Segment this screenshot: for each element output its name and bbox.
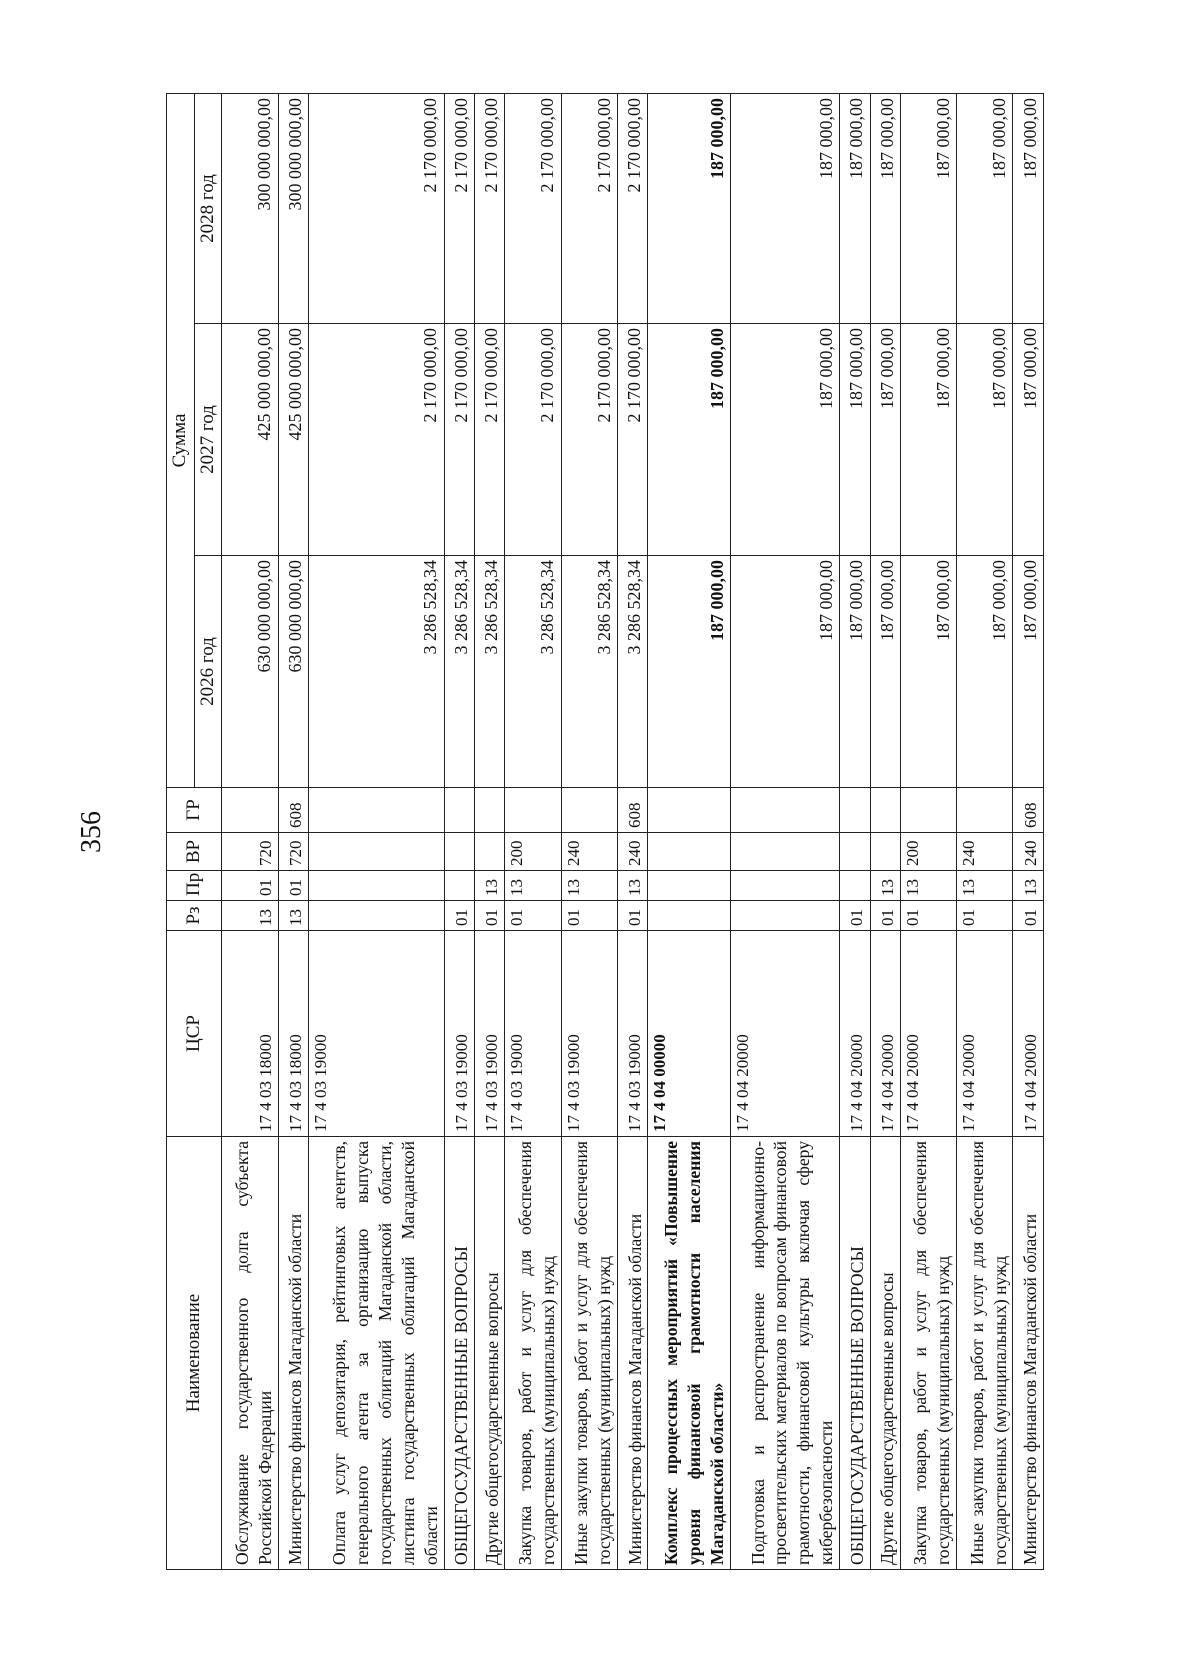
row-rz: [731, 901, 840, 931]
row-pr: 13: [617, 871, 647, 901]
row-gr: 608: [278, 788, 308, 833]
row-vr: [444, 833, 474, 871]
row-gr: [474, 788, 504, 833]
row-gr: [648, 788, 731, 833]
row-sum-2027: 425 000 000,00: [222, 324, 278, 556]
row-csr: 17 4 04 20000: [1013, 931, 1044, 1137]
row-rz: 01: [505, 901, 561, 931]
row-rz: 13: [222, 901, 278, 931]
row-csr: 17 4 04 20000: [870, 931, 900, 1137]
table-row: [222, 94, 278, 1570]
table-row: [278, 94, 308, 1570]
row-vr: 720: [222, 833, 278, 871]
table-row: [309, 94, 444, 1570]
row-csr: 17 4 04 00000: [648, 931, 731, 1137]
row-gr: 608: [617, 788, 647, 833]
row-name: Иные закупки товаров, работ и услуг для обеспечения государственных (муниципальных) нужд: [957, 1137, 1013, 1570]
row-sum-2028: 187 000,00: [870, 94, 900, 324]
row-rz: 01: [474, 901, 504, 931]
row-gr: [561, 788, 617, 833]
row-sum-2026: 187 000,00: [870, 556, 900, 788]
row-vr: [731, 833, 840, 871]
table-row: [444, 94, 474, 1570]
row-sum-2026: 187 000,00: [957, 556, 1013, 788]
row-csr: 17 4 03 19000: [505, 931, 561, 1137]
row-sum-2027: 187 000,00: [870, 324, 900, 556]
row-rz: 01: [957, 901, 1013, 931]
col-header-2027: 2027 год: [194, 324, 222, 556]
row-sum-2026: 187 000,00: [1013, 556, 1044, 788]
header-row-1: [167, 94, 195, 1570]
row-csr: 17 4 03 18000: [278, 931, 308, 1137]
table-row: [617, 94, 647, 1570]
row-sum-2027: 2 170 000,00: [561, 324, 617, 556]
row-rz: [309, 901, 444, 931]
table-row: [474, 94, 504, 1570]
row-pr: [444, 871, 474, 901]
row-pr: 13: [505, 871, 561, 901]
row-csr: 17 4 03 18000: [222, 931, 278, 1137]
row-csr: 17 4 03 19000: [309, 931, 444, 1137]
row-name: Министерство финансов Магаданской области: [617, 1137, 647, 1570]
row-gr: [309, 788, 444, 833]
row-vr: [309, 833, 444, 871]
row-sum-2027: 187 000,00: [957, 324, 1013, 556]
row-sum-2028: 2 170 000,00: [617, 94, 647, 324]
row-rz: 01: [444, 901, 474, 931]
page-number: 356: [76, 811, 107, 853]
row-sum-2026: 630 000 000,00: [222, 556, 278, 788]
row-sum-2027: 2 170 000,00: [444, 324, 474, 556]
row-name: Другие общегосударственные вопросы: [474, 1137, 504, 1570]
row-sum-2028: 2 170 000,00: [444, 94, 474, 324]
row-sum-2027: 187 000,00: [900, 324, 956, 556]
row-name: ОБЩЕГОСУДАРСТВЕННЫЕ ВОПРОСЫ: [840, 1137, 870, 1570]
col-header-name: Наименование: [167, 1137, 222, 1570]
row-rz: 13: [278, 901, 308, 931]
col-header-gr: ГР: [167, 788, 222, 833]
table-row: [870, 94, 900, 1570]
table-row: [561, 94, 617, 1570]
row-sum-2028: 187 000,00: [731, 94, 840, 324]
row-sum-2027: 187 000,00: [731, 324, 840, 556]
row-vr: 240: [1013, 833, 1044, 871]
row-sum-2026: 3 286 528,34: [561, 556, 617, 788]
col-header-2028: 2028 год: [194, 94, 222, 324]
row-vr: 240: [561, 833, 617, 871]
row-sum-2026: 187 000,00: [648, 556, 731, 788]
row-gr: [505, 788, 561, 833]
row-csr: 17 4 04 20000: [957, 931, 1013, 1137]
row-sum-2028: 2 170 000,00: [505, 94, 561, 324]
row-sum-2026: 3 286 528,34: [474, 556, 504, 788]
row-pr: [648, 871, 731, 901]
row-vr: [474, 833, 504, 871]
row-gr: 608: [1013, 788, 1044, 833]
row-gr: [840, 788, 870, 833]
row-sum-2026: 3 286 528,34: [505, 556, 561, 788]
row-pr: [309, 871, 444, 901]
row-vr: 240: [957, 833, 1013, 871]
row-pr: 01: [222, 871, 278, 901]
row-name: Комплекс процессных мероприятий «Повышение уровня финансовой грамотности населения Магаданской области»: [648, 1137, 731, 1570]
row-sum-2028: 187 000,00: [1013, 94, 1044, 324]
row-sum-2028: 2 170 000,00: [474, 94, 504, 324]
row-name: Министерство финансов Магаданской области: [1013, 1137, 1044, 1570]
row-vr: [870, 833, 900, 871]
row-gr: [957, 788, 1013, 833]
row-csr: 17 4 03 19000: [561, 931, 617, 1137]
row-sum-2027: 187 000,00: [648, 324, 731, 556]
row-vr: 240: [617, 833, 647, 871]
row-gr: [870, 788, 900, 833]
row-sum-2026: 187 000,00: [900, 556, 956, 788]
row-name: Министерство финансов Магаданской области: [278, 1137, 308, 1570]
col-header-rz: Рз: [167, 901, 222, 931]
row-sum-2027: 2 170 000,00: [309, 324, 444, 556]
row-csr: 17 4 03 19000: [444, 931, 474, 1137]
row-sum-2028: 2 170 000,00: [309, 94, 444, 324]
row-csr: 17 4 03 19000: [474, 931, 504, 1137]
col-header-pr: Пр: [167, 871, 222, 901]
row-name: Закупка товаров, работ и услуг для обеспечения государственных (муниципальных) нужд: [900, 1137, 956, 1570]
row-gr: [222, 788, 278, 833]
col-header-2026: 2026 год: [194, 556, 222, 788]
row-vr: 720: [278, 833, 308, 871]
row-rz: 01: [1013, 901, 1044, 931]
row-csr: 17 4 04 20000: [840, 931, 870, 1137]
table-row: [840, 94, 870, 1570]
row-sum-2026: 187 000,00: [731, 556, 840, 788]
row-gr: [900, 788, 956, 833]
table-row: [731, 94, 840, 1570]
table-row: [900, 94, 956, 1570]
row-sum-2026: 3 286 528,34: [309, 556, 444, 788]
row-vr: 200: [900, 833, 956, 871]
row-name: Оплата услуг депозитария, рейтинговых агентств, генерального агента за организацию выпуска государственных облигаций Магаданской области, листинга государственных облигаций Магаданской области: [309, 1137, 444, 1570]
row-sum-2028: 187 000,00: [648, 94, 731, 324]
row-sum-2027: 187 000,00: [1013, 324, 1044, 556]
row-pr: 13: [900, 871, 956, 901]
col-header-sum: Сумма: [167, 94, 195, 788]
row-name: ОБЩЕГОСУДАРСТВЕННЫЕ ВОПРОСЫ: [444, 1137, 474, 1570]
row-sum-2027: 2 170 000,00: [474, 324, 504, 556]
row-vr: [840, 833, 870, 871]
row-pr: [731, 871, 840, 901]
row-pr: 13: [561, 871, 617, 901]
row-pr: 13: [870, 871, 900, 901]
row-sum-2026: 3 286 528,34: [617, 556, 647, 788]
row-pr: 13: [1013, 871, 1044, 901]
row-pr: [840, 871, 870, 901]
col-header-csr: ЦСР: [167, 931, 222, 1137]
table-row: [957, 94, 1013, 1570]
row-name: Иные закупки товаров, работ и услуг для обеспечения государственных (муниципальных) нужд: [561, 1137, 617, 1570]
budget-table: [166, 93, 1044, 1570]
row-sum-2027: 2 170 000,00: [617, 324, 647, 556]
row-sum-2028: 300 000 000,00: [278, 94, 308, 324]
row-vr: [648, 833, 731, 871]
rotated-table-container: [166, 94, 1044, 1570]
row-gr: [444, 788, 474, 833]
row-rz: 01: [900, 901, 956, 931]
row-rz: 01: [840, 901, 870, 931]
row-sum-2026: 3 286 528,34: [444, 556, 474, 788]
row-name: Подготовка и распространение информационно-просветительских материалов по вопросам финансовой грамотности, финансовой культуры включая сферу кибербезопасности: [731, 1137, 840, 1570]
col-header-vr: ВР: [167, 833, 222, 871]
row-vr: 200: [505, 833, 561, 871]
row-csr: 17 4 03 19000: [617, 931, 647, 1137]
row-rz: 01: [870, 901, 900, 931]
row-pr: 01: [278, 871, 308, 901]
table-row: [1013, 94, 1044, 1570]
row-name: Другие общегосударственные вопросы: [870, 1137, 900, 1570]
row-name: Закупка товаров, работ и услуг для обеспечения государственных (муниципальных) нужд: [505, 1137, 561, 1570]
row-sum-2027: 2 170 000,00: [505, 324, 561, 556]
row-sum-2028: 187 000,00: [900, 94, 956, 324]
row-rz: 01: [617, 901, 647, 931]
table-row: [648, 94, 731, 1570]
row-sum-2028: 300 000 000,00: [222, 94, 278, 324]
row-pr: 13: [474, 871, 504, 901]
row-rz: [648, 901, 731, 931]
row-sum-2028: 2 170 000,00: [561, 94, 617, 324]
row-sum-2026: 630 000 000,00: [278, 556, 308, 788]
row-csr: 17 4 04 20000: [900, 931, 956, 1137]
row-sum-2028: 187 000,00: [957, 94, 1013, 324]
row-sum-2027: 187 000,00: [840, 324, 870, 556]
row-sum-2028: 187 000,00: [840, 94, 870, 324]
row-name: Обслуживание государственного долга субъекта Российской Федерации: [222, 1137, 278, 1570]
row-sum-2027: 425 000 000,00: [278, 324, 308, 556]
row-pr: 13: [957, 871, 1013, 901]
table-row: [505, 94, 561, 1570]
row-rz: 01: [561, 901, 617, 931]
row-sum-2026: 187 000,00: [840, 556, 870, 788]
row-gr: [731, 788, 840, 833]
row-csr: 17 4 04 20000: [731, 931, 840, 1137]
